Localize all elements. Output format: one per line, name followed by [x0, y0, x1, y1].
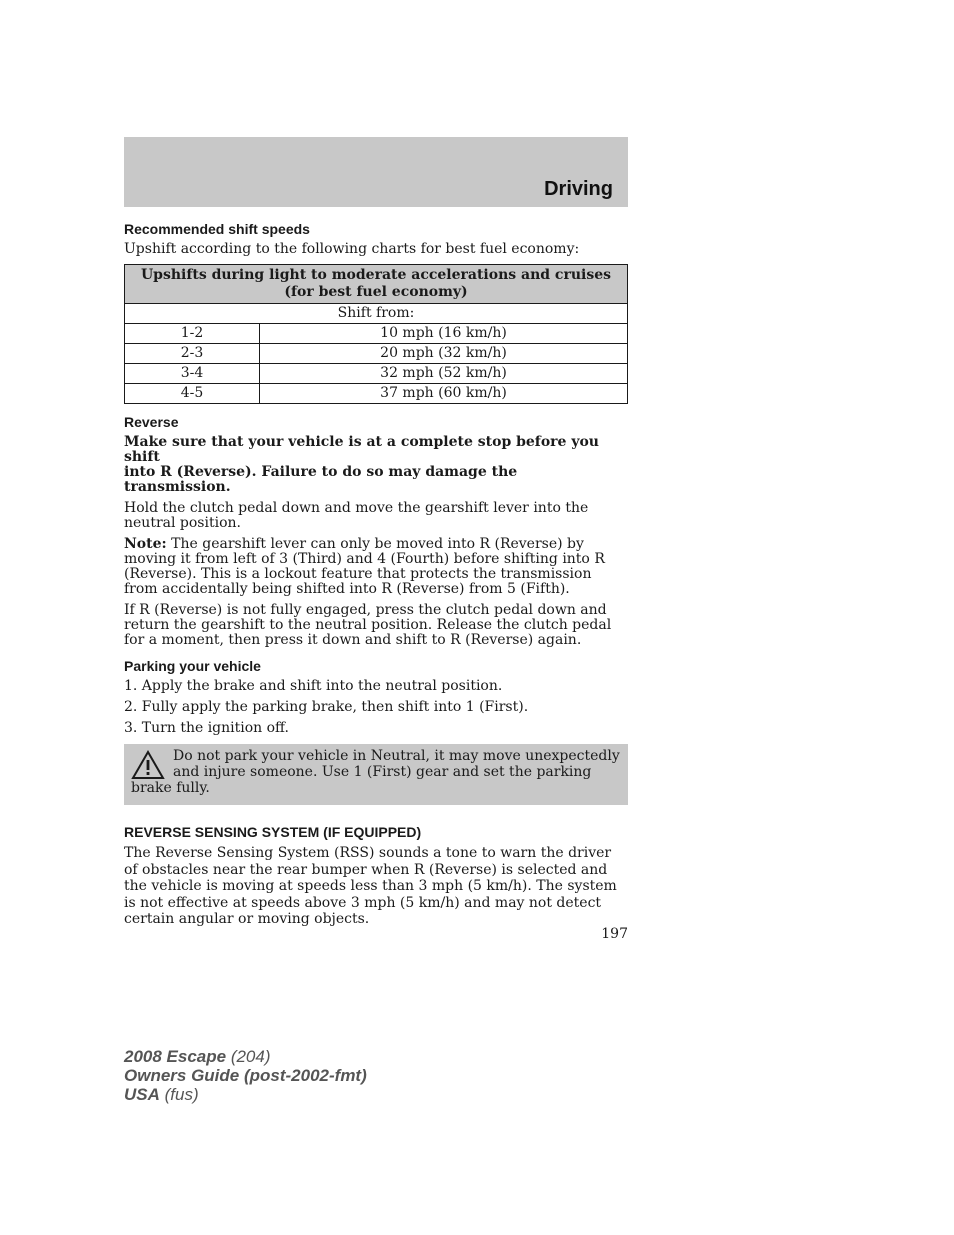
table-title: [125, 265, 628, 304]
footer-market-code: (fus): [159, 1085, 199, 1104]
footer-guide: Owners Guide (post-2002-fmt): [124, 1066, 367, 1085]
speed-cell: 32 mph (52 km/h): [260, 364, 628, 384]
note-label: Note:: [124, 536, 167, 552]
reverse-warning-line2: into R (Reverse). Failure to do so may damage the transmission.: [124, 464, 518, 495]
footer-model-code: (204): [226, 1047, 271, 1066]
gear-cell: 3-4: [125, 364, 260, 384]
table-row: [125, 344, 628, 364]
shift-speeds-intro: Upshift according to the following charts for best fuel economy:: [124, 241, 580, 257]
page-content: [124, 220, 628, 928]
reverse-heading: Reverse: [124, 414, 179, 430]
speed-cell: 10 mph (16 km/h): [260, 324, 628, 344]
gear-cell: 4-5: [125, 384, 260, 404]
reverse-warning-line1: Make sure that your vehicle is at a complete stop before you shift: [124, 434, 599, 465]
gear-cell: 2-3: [125, 344, 260, 364]
parking-warning-box: [124, 744, 628, 805]
table-row: [125, 384, 628, 404]
reverse-paragraph-3: If R (Reverse) is not fully engaged, press the clutch pedal down and return the gearshift to the neutral position. Release the clutch pedal for a moment, then press it down and shift to R (Reverse) again.: [124, 602, 612, 648]
section-title: Driving: [544, 178, 613, 200]
table-subheader: Shift from:: [125, 304, 628, 324]
shift-speeds-heading: Recommended shift speeds: [124, 221, 310, 237]
parking-step-3: 3. Turn the ignition off.: [124, 720, 289, 736]
speed-cell: 20 mph (32 km/h): [260, 344, 628, 364]
table-row: [125, 324, 628, 344]
reverse-paragraph-1: Hold the clutch pedal down and move the gearshift lever into the neutral position.: [124, 500, 589, 531]
parking-step-1: 1. Apply the brake and shift into the neutral position.: [124, 678, 503, 694]
reverse-note: [124, 537, 628, 597]
parking-heading: Parking your vehicle: [124, 658, 261, 674]
rss-paragraph: The Reverse Sensing System (RSS) sounds a tone to warn the driver of obstacles near the rear bumper when R (Reverse) is selected and the vehicle is moving at speeds less than 3 mph (5 km/h). The system is not effective at speeds above 3 mph (5 km/h) and may not detect certain angular or moving objects.: [124, 845, 617, 927]
speed-cell: 37 mph (60 km/h): [260, 384, 628, 404]
footer-line-1: [124, 1047, 367, 1066]
document-footer: [124, 1047, 367, 1104]
rss-heading: REVERSE SENSING SYSTEM (IF EQUIPPED): [124, 824, 422, 840]
shift-speeds-table: [124, 264, 628, 404]
warning-triangle-icon: [131, 750, 165, 780]
section-header-band: [124, 137, 628, 207]
footer-line-2: [124, 1066, 367, 1085]
footer-market: USA: [124, 1085, 160, 1104]
parking-warning-text: Do not park your vehicle in Neutral, it may move unexpectedly and injure someone. Use 1 (First) gear and set the parking brake fully.: [131, 748, 620, 796]
reverse-warning-text: [124, 435, 628, 495]
page-number: 197: [601, 926, 628, 942]
table-title-line1: Upshifts during light to moderate accelerations and cruises: [140, 267, 612, 283]
table-title-line2: (for best fuel economy): [284, 284, 468, 300]
note-text: The gearshift lever can only be moved into R (Reverse) by moving it from left of 3 (Third) and 4 (Fourth) before shifting into R (Reverse). This is a lockout feature that protects the transmission from accidentally being shifted into R (Reverse) from 5 (Fifth).: [124, 536, 605, 597]
footer-line-3: [124, 1085, 367, 1104]
parking-step-2: 2. Fully apply the parking brake, then shift into 1 (First).: [124, 699, 529, 715]
table-row: [125, 364, 628, 384]
gear-cell: 1-2: [125, 324, 260, 344]
footer-model: 2008 Escape: [124, 1047, 227, 1066]
